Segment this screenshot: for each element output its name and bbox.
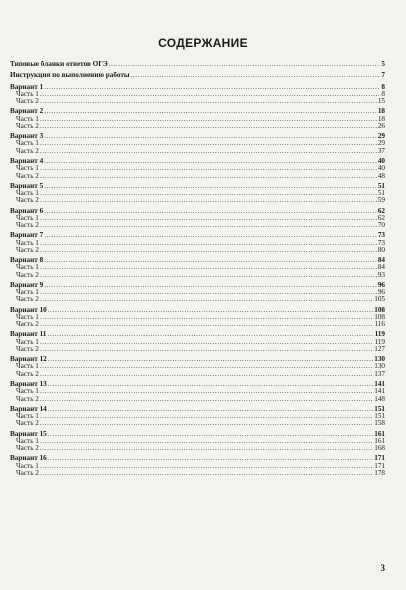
page-title: СОДЕРЖАНИЕ (158, 36, 248, 50)
leader-dots (44, 232, 377, 239)
toc-entry-answer-forms[interactable] (10, 61, 385, 68)
toc-entry-variant[interactable] (10, 455, 385, 462)
toc-entry-page: 51 (377, 190, 385, 198)
leader-dots (40, 445, 373, 452)
toc-entry-page: 171 (374, 455, 385, 463)
toc-entry-label: Часть 2 (16, 98, 39, 106)
toc-entry-part[interactable] (10, 240, 385, 247)
leader-dots (44, 183, 377, 190)
toc-entry-label: Вариант 7 (10, 232, 44, 240)
leader-dots (40, 123, 377, 130)
toc-entry-label: Вариант 4 (10, 157, 44, 165)
toc-entry-label: Часть 1 (16, 313, 39, 321)
toc-entry-label: Часть 2 (16, 271, 39, 279)
toc-entry-page: 119 (374, 331, 385, 339)
toc-entry-label: Часть 2 (16, 222, 39, 230)
toc-entry-page: 40 (377, 157, 385, 165)
leader-dots (40, 363, 373, 370)
leader-dots (48, 406, 373, 413)
leader-dots (44, 282, 377, 289)
toc-entry-label: Часть 2 (16, 321, 39, 329)
toc-entry-label: Вариант 8 (10, 257, 44, 265)
toc-entry-page: 80 (377, 246, 385, 254)
leader-dots (40, 264, 377, 271)
toc-entry-page: 161 (374, 437, 385, 445)
leader-dots (40, 413, 373, 420)
toc-entry-label: Вариант 5 (10, 182, 44, 190)
leader-dots (130, 72, 380, 79)
toc-entry-label: Вариант 2 (10, 108, 44, 116)
toc-entry-label: Часть 1 (16, 413, 39, 421)
toc-entry-page: 62 (377, 214, 385, 222)
leader-dots (40, 190, 377, 197)
toc-entry-label: Вариант 9 (10, 281, 44, 289)
toc-entry-page: 171 (374, 462, 385, 470)
toc-entry-label: Часть 1 (16, 140, 39, 148)
leader-dots (40, 420, 373, 427)
toc-entry-variant[interactable] (10, 84, 385, 91)
toc-entry-page: 84 (377, 257, 385, 265)
leader-dots (40, 289, 377, 296)
toc-entry-label: Часть 1 (16, 165, 39, 173)
leader-dots (44, 257, 377, 264)
toc-entry-label: Часть 1 (16, 338, 39, 346)
leader-dots (40, 438, 373, 445)
toc-entry-variant[interactable] (10, 108, 385, 115)
leader-dots (44, 108, 377, 115)
toc-entry-page: 105 (374, 296, 385, 304)
toc-entry-page: 29 (377, 133, 385, 141)
toc-entry-part[interactable] (10, 190, 385, 197)
toc-entry-page: 141 (374, 388, 385, 396)
toc-entry-part[interactable] (10, 463, 385, 470)
leader-dots (40, 388, 373, 395)
toc-entry-label: Вариант 14 (10, 405, 47, 413)
toc-entry-page: 116 (374, 321, 385, 329)
toc-entry-variant[interactable] (10, 406, 385, 413)
toc-entry-part[interactable] (10, 116, 385, 123)
toc-entry-page: 161 (374, 430, 385, 438)
toc-entry-part[interactable] (10, 413, 385, 420)
toc-entry-part[interactable] (10, 123, 385, 130)
toc-entry-label: Вариант 12 (10, 356, 47, 364)
leader-dots (40, 463, 373, 470)
toc-entry-label: Часть 2 (16, 469, 39, 477)
leader-dots (40, 140, 377, 147)
leader-dots (40, 346, 373, 353)
toc-entry-label: Часть 1 (16, 363, 39, 371)
toc-entry-variant[interactable] (10, 232, 385, 239)
toc-entry-page: 127 (374, 346, 385, 353)
leader-dots (48, 381, 373, 388)
toc-entry-part[interactable] (10, 289, 385, 296)
leader-dots (40, 240, 377, 247)
toc-entry-part[interactable] (10, 165, 385, 172)
toc-entry-page: 130 (374, 363, 385, 371)
toc-entry-label: Вариант 11 (10, 331, 47, 339)
toc-entry-variant[interactable] (10, 331, 385, 338)
leader-dots (40, 116, 377, 123)
toc-entry-page: 96 (377, 281, 385, 289)
toc-entry-part[interactable] (10, 396, 385, 403)
leader-dots (40, 296, 373, 303)
toc-entry-label: Часть 1 (16, 264, 39, 272)
toc-entry-page: 7 (381, 72, 385, 80)
toc-entry-part[interactable] (10, 363, 385, 370)
toc-entry-label: Часть 2 (16, 122, 39, 130)
toc-entry-page: 26 (377, 122, 385, 130)
toc-entry-variant[interactable] (10, 356, 385, 363)
toc-entry-page: 130 (374, 356, 385, 364)
toc-entry-label: Часть 2 (16, 172, 39, 180)
toc-entry-page: 18 (377, 108, 385, 116)
leader-dots (40, 470, 373, 477)
leader-dots (40, 91, 381, 98)
toc-entry-page: 84 (377, 264, 385, 272)
toc-entry-label: Часть 1 (16, 239, 39, 247)
leader-dots (48, 431, 373, 438)
leader-dots (40, 339, 374, 346)
toc-entry-label: Вариант 16 (10, 455, 47, 463)
toc-entry-page: 148 (374, 395, 385, 403)
toc-entry-part[interactable] (10, 264, 385, 271)
toc-entry-label: Часть 2 (16, 420, 39, 428)
toc-entry-label: Вариант 6 (10, 207, 44, 215)
leader-dots (40, 371, 373, 378)
leader-dots (40, 148, 377, 155)
page-number: 3 (380, 563, 385, 573)
toc-entry-page: 5 (381, 61, 385, 68)
toc-entry-part[interactable] (10, 388, 385, 395)
toc-entry-variant[interactable] (10, 381, 385, 388)
toc-entry-label: Часть 1 (16, 388, 39, 396)
toc-entry-part[interactable] (10, 420, 385, 427)
leader-dots (48, 356, 373, 363)
toc-entry-label: Часть 1 (16, 462, 39, 470)
leader-dots (40, 272, 377, 279)
toc-entry-page: 62 (377, 207, 385, 215)
toc-entry-label: Часть 1 (16, 90, 39, 98)
toc-entry-part[interactable] (10, 98, 385, 105)
toc-entry-part[interactable] (10, 140, 385, 147)
toc-entry-page: 51 (377, 182, 385, 190)
toc-entry-part[interactable] (10, 470, 385, 477)
toc-entry-part[interactable] (10, 148, 385, 155)
toc-entry-part[interactable] (10, 247, 385, 254)
leader-dots (40, 247, 377, 254)
toc-entry-page: 108 (374, 313, 385, 321)
toc-entry-label: Часть 1 (16, 115, 39, 123)
toc-entry-page: 96 (377, 289, 385, 297)
leader-dots (48, 455, 373, 462)
toc-entry-variant[interactable] (10, 133, 385, 140)
leader-dots (40, 222, 377, 229)
toc-entry-page: 141 (374, 380, 385, 388)
toc-entry-part[interactable] (10, 222, 385, 229)
toc-entry-page: 151 (374, 413, 385, 421)
leader-dots (47, 331, 373, 338)
toc-entry-page: 137 (374, 370, 385, 378)
toc-entry-page: 73 (377, 232, 385, 240)
toc-entry-label: Часть 2 (16, 197, 39, 205)
toc-entry-label: Часть 2 (16, 346, 39, 353)
toc-entry-page: 70 (377, 222, 385, 230)
toc-entry-label: Часть 2 (16, 147, 39, 155)
toc-entry-page: 37 (377, 147, 385, 155)
toc-entry-label: Часть 2 (16, 246, 39, 254)
toc-entry-label: Вариант 13 (10, 380, 47, 388)
toc-entry-page: 73 (377, 239, 385, 247)
toc-entry-label: Часть 1 (16, 289, 39, 297)
leader-dots (40, 314, 373, 321)
leader-dots (40, 396, 373, 403)
toc-entry-label: Часть 2 (16, 395, 39, 403)
toc-entry-page: 178 (374, 469, 385, 477)
toc-entry-page: 93 (377, 271, 385, 279)
toc-entry-part[interactable] (10, 438, 385, 445)
leader-dots (44, 208, 377, 215)
toc-entry-page: 8 (381, 90, 385, 98)
leader-dots (40, 173, 377, 180)
toc-entry-page: 29 (377, 140, 385, 148)
toc-entry-label: Вариант 1 (10, 83, 44, 91)
leader-dots (40, 165, 377, 172)
leader-dots (40, 197, 377, 204)
toc-entry-page: 119 (374, 338, 385, 346)
toc-entry-page: 168 (374, 445, 385, 453)
toc-entry-label: Часть 1 (16, 190, 39, 198)
leader-dots (40, 215, 377, 222)
toc-entry-label: Вариант 15 (10, 430, 47, 438)
toc-entry-label: Часть 1 (16, 437, 39, 445)
toc-entry-page: 40 (377, 165, 385, 173)
leader-dots (40, 321, 374, 328)
table-of-contents (10, 61, 385, 480)
toc-entry-label: Вариант 10 (10, 306, 47, 314)
toc-entry-part[interactable] (10, 371, 385, 378)
toc-entry-variant[interactable] (10, 431, 385, 438)
toc-entry-part[interactable] (10, 321, 385, 328)
toc-entry-variant[interactable] (10, 208, 385, 215)
toc-entry-page: 108 (374, 306, 385, 314)
toc-entry-variant[interactable] (10, 282, 385, 289)
toc-entry-part[interactable] (10, 445, 385, 452)
toc-entry-page: 48 (377, 172, 385, 180)
toc-entry-part[interactable] (10, 272, 385, 279)
toc-entry-label: Инструкция по выполнению работы (10, 72, 130, 80)
leader-dots (44, 84, 380, 91)
toc-entry-page: 15 (377, 98, 385, 106)
toc-entry-part[interactable] (10, 215, 385, 222)
toc-entry-variant[interactable] (10, 307, 385, 314)
toc-entry-part[interactable] (10, 296, 385, 303)
leader-dots (48, 307, 373, 314)
toc-entry-label: Часть 2 (16, 445, 39, 453)
toc-entry-page: 59 (377, 197, 385, 205)
toc-entry-label: Часть 1 (16, 214, 39, 222)
toc-entry-part[interactable] (10, 314, 385, 321)
toc-entry-part[interactable] (10, 197, 385, 204)
toc-entry-part[interactable] (10, 339, 385, 346)
toc-entry-page: 151 (374, 405, 385, 413)
toc-entry-variant[interactable] (10, 183, 385, 190)
toc-entry-page: 18 (377, 115, 385, 123)
toc-entry-page: 8 (381, 83, 385, 91)
toc-entry-label: Часть 2 (16, 296, 39, 304)
toc-entry-part[interactable] (10, 91, 385, 98)
toc-entry-label: Вариант 3 (10, 133, 44, 141)
leader-dots (40, 98, 377, 105)
toc-entry-variant[interactable] (10, 158, 385, 165)
toc-entry-part[interactable] (10, 173, 385, 180)
toc-entry-variant[interactable] (10, 257, 385, 264)
leader-dots (109, 61, 381, 68)
toc-entry-part[interactable] (10, 346, 385, 353)
toc-entry-instructions[interactable] (10, 72, 385, 79)
toc-entry-label: Типовые бланки ответов ОГЭ (10, 61, 108, 68)
toc-entry-page: 158 (374, 420, 385, 428)
toc-entry-label: Часть 2 (16, 370, 39, 378)
leader-dots (44, 158, 377, 165)
leader-dots (44, 133, 377, 140)
